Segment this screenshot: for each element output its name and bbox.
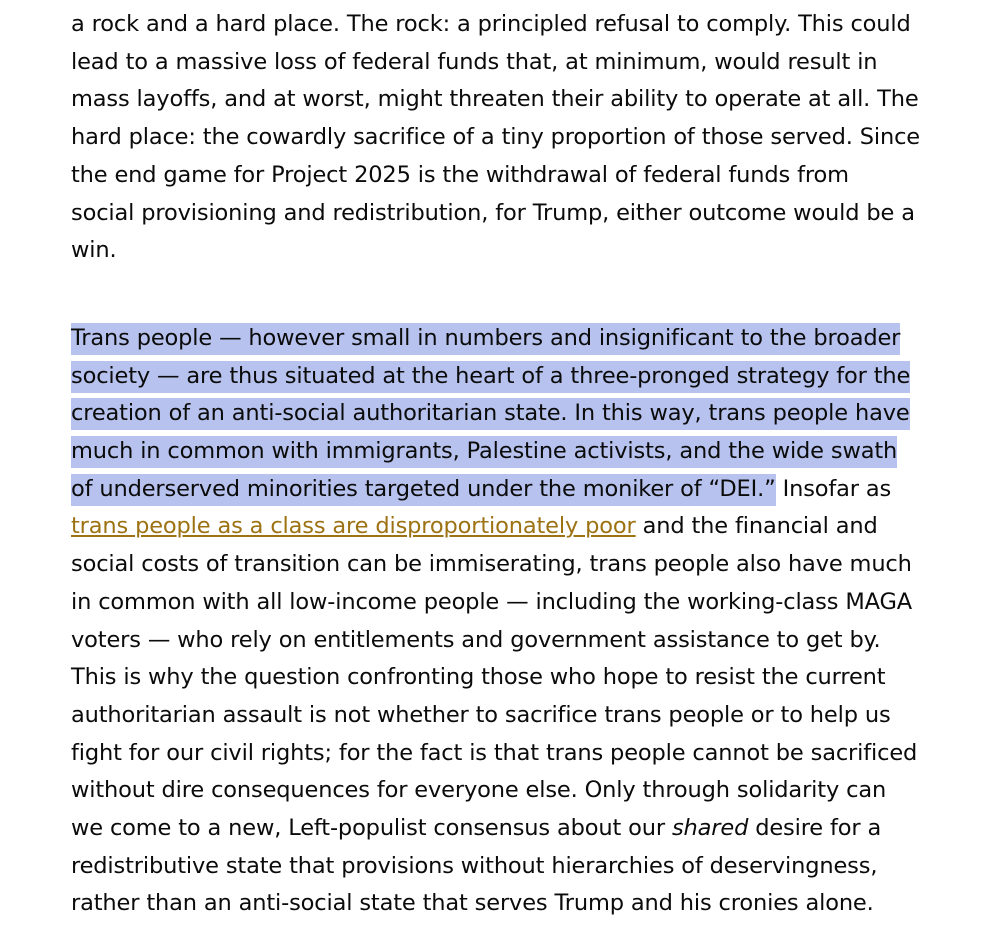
text-after-link: and the financial and [635,513,878,540]
text-line: mass layoffs, and at worst, might threaten their ability to operate at all. The [71,86,919,113]
selection-highlight: creation of an anti-social authoritarian state. In this way, trans people have [71,398,910,430]
text-line: win. [71,237,117,264]
text-line: This is why the question confronting those who hope to resist the current [71,664,886,691]
selection-highlight: society — are thus situated at the heart of a three-pronged strategy for the [71,361,910,393]
text-line: in common with all low-income people — including the working-class MAGA [71,588,912,615]
highlighted-text-line [71,358,960,396]
text-line-with-italic [71,810,960,848]
highlighted-text-line-partial [71,471,960,509]
text-line: redistributive state that provisions without hierarchies of deservingness, [71,852,878,879]
text-line: rather than an anti-social state that serves Trump and his cronies alone. [71,890,874,917]
text-line: without dire consequences for everyone else. Only through solidarity can [71,777,887,804]
text-line: voters — who rely on entitlements and government assistance to get by. [71,626,881,653]
selection-highlight: much in common with immigrants, Palestine activists, and the wide swath [71,436,897,468]
text-line: lead to a massive loss of federal funds that, at minimum, would result in [71,48,878,75]
text-line-with-link [71,508,960,546]
selection-highlight: Trans people — however small in numbers and insignificant to the broader [71,323,900,355]
text-line: the end game for Project 2025 is the withdrawal of federal funds from [71,161,849,188]
italic-emphasis-word: shared [671,815,749,842]
text-line: social provisioning and redistribution, for Trump, either outcome would be a [71,199,915,226]
selection-highlight-end: of underserved minorities targeted under the moniker of “DEI.” [71,474,776,506]
text-line: social costs of transition can be immiserating, trans people also have much [71,551,912,578]
text-line: hard place: the cowardly sacrifice of a tiny proportion of those served. Since [71,124,920,151]
text-line: authoritarian assault is not whether to sacrifice trans people or to help us [71,701,891,728]
text-line: a rock and a hard place. The rock: a principled refusal to comply. This could [71,11,911,37]
inline-link-trans-people-poor[interactable]: trans people as a class are disproportionately poor [71,513,636,540]
highlighted-text-line [71,433,960,471]
paragraph-1 [0,0,1000,270]
highlighted-text-line [71,320,960,358]
text-before-italic: we come to a new, Left-populist consensus about our [71,815,672,842]
text-line: fight for our civil rights; for the fact is that trans people cannot be sacrificed [71,739,918,766]
text-after-selection: Insofar as [775,475,892,502]
text-after-italic: desire for a [748,815,882,842]
highlighted-text-line [71,395,960,433]
paragraph-gap [0,270,1000,320]
paragraph-2 [0,320,1000,923]
